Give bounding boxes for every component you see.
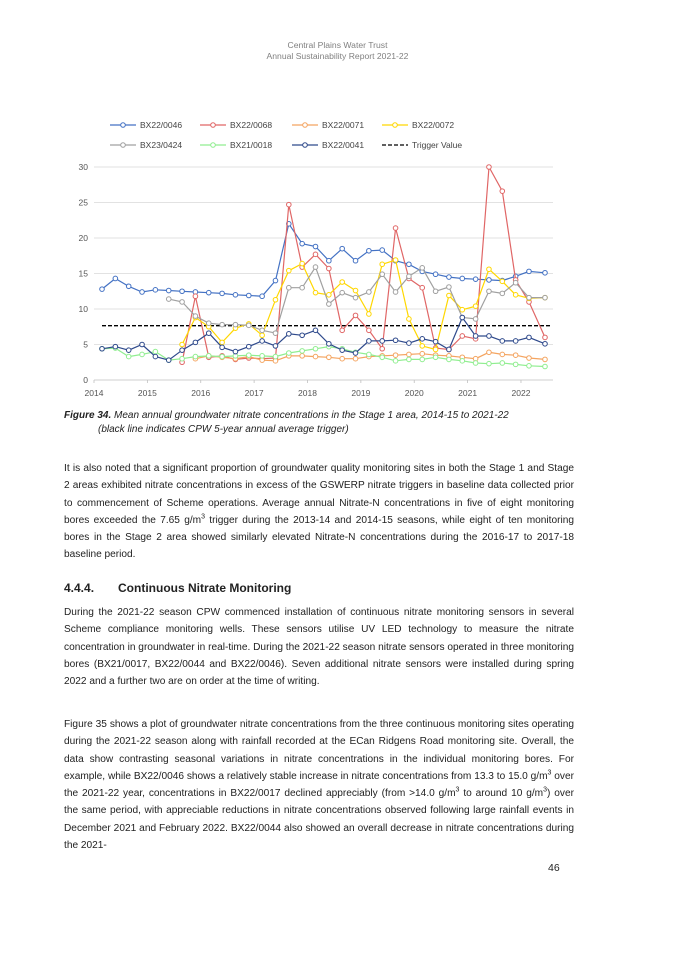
section-heading [64,581,291,595]
data-point [273,344,278,349]
data-point [100,346,105,351]
data-point [300,349,305,354]
data-point [353,288,358,293]
data-point [260,333,265,338]
data-point [206,331,211,336]
superscript: 3 [201,513,205,521]
data-point [447,293,452,298]
legend-marker [211,123,216,128]
data-point [300,285,305,290]
paragraph-baseline-text-a: It is also noted that a significant proportion of groundwater quality monitoring sites in both the Stage 1 and Stage 2 areas exhibited nitrate concentrations in excess of the GSWERP nitrate triggers in baseline data collected prior to commencement of Scheme operations. Average annual Nitrate-N concentrations in five of eight monitoring bores exceeded the 7.65 g/m [64,463,574,526]
data-point [327,258,332,263]
data-point [166,297,171,302]
data-point [380,272,385,277]
data-point [180,348,185,353]
data-point [140,352,145,357]
legend-marker [211,143,216,148]
data-point [353,313,358,318]
x-tick-label: 2021 [458,388,478,398]
superscript: 3 [547,769,552,777]
data-point [513,339,518,344]
data-point [313,252,318,257]
y-tick-label: 10 [78,304,88,314]
data-point [153,354,158,359]
legend-label: BX22/0072 [412,120,455,130]
legend-marker [303,123,308,128]
legend-label: BX21/0018 [230,140,273,150]
data-point [340,290,345,295]
data-point [543,335,548,340]
data-point [513,293,518,298]
superscript: 3 [543,786,548,794]
data-point [273,278,278,283]
data-point [287,268,292,273]
data-point [340,356,345,361]
data-point [500,291,505,296]
data-point [260,354,265,359]
data-point [393,226,398,231]
data-point [327,302,332,307]
x-tick-label: 2022 [511,388,531,398]
data-point [487,278,492,283]
data-point [206,290,211,295]
data-point [300,354,305,359]
data-point [543,357,548,362]
data-point [447,357,452,362]
x-tick-label: 2015 [137,388,157,398]
data-point [460,334,465,339]
data-point [180,289,185,294]
paragraph-figure35 [64,716,574,854]
nitrate-chart [55,112,565,407]
data-point [380,355,385,360]
data-point [433,339,438,344]
page-number: 46 [548,862,560,874]
data-point [113,276,118,281]
data-point [367,290,372,295]
data-point [193,314,198,319]
data-point [260,294,265,299]
data-point [246,353,251,358]
data-point [126,284,131,289]
data-point [487,350,492,355]
legend-marker [121,143,126,148]
data-point [407,274,412,279]
data-point [353,258,358,263]
data-point [260,328,265,333]
data-point [543,295,548,300]
data-point [353,351,358,356]
y-tick-label: 25 [78,197,88,208]
data-point [500,361,505,366]
data-point [273,331,278,336]
page-header [0,40,675,62]
data-point [420,357,425,362]
paragraph-figure35-text-c: to around 10 g/m [459,788,544,800]
data-point [353,356,358,361]
data-point [407,317,412,322]
data-point [487,267,492,272]
data-point [220,291,225,296]
data-point [340,328,345,333]
data-point [393,258,398,263]
paragraph-baseline [64,460,574,564]
data-point [140,290,145,295]
data-point [367,328,372,333]
data-point [420,351,425,356]
figure-label: Figure 34. [64,410,112,421]
series-line-bx22-0041 [102,318,545,361]
data-point [473,334,478,339]
x-tick-label: 2019 [351,388,371,398]
data-point [166,288,171,293]
caption-line2: (black line indicates CPW 5-year annual average trigger) [98,424,349,435]
data-point [100,287,105,292]
data-point [313,354,318,359]
data-point [340,348,345,353]
data-point [500,279,505,284]
x-tick-label: 2020 [404,388,424,398]
data-point [166,358,171,363]
data-point [393,353,398,358]
data-point [473,361,478,366]
y-tick-label: 30 [78,162,88,172]
data-point [447,347,452,352]
data-point [233,293,238,298]
legend-marker [393,123,398,128]
series-line-bx22-0046 [102,224,545,296]
data-point [233,349,238,354]
data-point [287,285,292,290]
legend-label: BX22/0068 [230,120,273,130]
data-point [367,339,372,344]
data-point [487,165,492,170]
y-tick-label: 5 [83,339,88,350]
data-point [393,359,398,364]
data-point [380,262,385,267]
data-point [233,322,238,327]
data-point [340,246,345,251]
data-point [220,345,225,350]
legend-label: BX22/0046 [140,120,183,130]
data-point [153,288,158,293]
data-point [460,359,465,364]
data-point [126,354,131,359]
data-point [407,341,412,346]
data-point [527,295,532,300]
data-point [246,344,251,349]
data-point [246,293,251,298]
data-point [473,317,478,322]
data-point [500,189,505,194]
data-point [393,338,398,343]
legend-marker [303,143,308,148]
paragraph-baseline-text-b: trigger during the 2013-14 and 2014-15 seasons, while eight of ten monitoring bores in the Stage 2 area showed similarly elevated Nitrate-N concentrations during the 2016-17 to 2017-18 baseline period. [64,514,574,561]
caption-line1: Mean annual groundwater nitrate concentrations in the Stage 1 area, 2014-15 to 2021-22 [111,410,509,421]
data-point [420,337,425,342]
data-point [420,344,425,349]
data-point [287,202,292,207]
y-tick-label: 15 [78,268,88,279]
data-point [527,335,532,340]
data-point [513,362,518,367]
data-point [543,364,548,369]
data-point [420,266,425,271]
nitrate-chart-svg [55,112,565,407]
figure-caption [64,409,624,437]
data-point [313,328,318,333]
data-point [433,289,438,294]
data-point [220,322,225,327]
x-tick-label: 2014 [84,388,104,398]
data-point [140,342,145,347]
data-point [513,353,518,358]
data-point [220,340,225,345]
data-point [180,300,185,305]
data-point [287,332,292,337]
data-point [300,333,305,338]
data-point [353,295,358,300]
paragraph-figure35-text-b: over the 2021-22 year, concentrations in BX22/0017 declined appreciably (from >14.0 g/m [64,770,574,800]
legend-label: BX22/0041 [322,140,365,150]
data-point [313,346,318,351]
x-tick-label: 2016 [191,388,211,398]
data-point [273,354,278,359]
series-line-bx22-0068 [182,167,545,362]
data-point [260,339,265,344]
data-point [327,266,332,271]
data-point [527,364,532,369]
data-point [206,321,211,326]
data-point [380,248,385,253]
legend-label: Trigger Value [412,140,463,150]
data-point [180,342,185,347]
data-point [327,293,332,298]
y-tick-label: 0 [83,375,88,385]
data-point [367,312,372,317]
data-point [407,262,412,267]
data-point [433,355,438,360]
data-point [473,304,478,309]
data-point [433,272,438,277]
x-tick-label: 2017 [244,388,264,398]
data-point [180,356,185,361]
paragraph-figure35-text-a: Figure 35 shows a plot of groundwater nitrate concentrations from the three continuous monitoring sites operating during the 2021-22 season along with rainfall recorded at the ECan Ridgens Road monitoring site. Overall, the data show contrasting seasonal variations in nitrate concentrations in the individual monitoring bores. For example, while BX22/0046 shows a relatively stable increase in nitrate concentrations from 13.3 to 15.0 g/m [64,719,574,782]
data-point [527,269,532,274]
data-point [543,341,548,346]
data-point [153,349,158,354]
header-report-title: Annual Sustainability Report 2021-22 [266,51,409,61]
legend-label: BX22/0071 [322,120,365,130]
data-point [367,248,372,253]
data-point [313,290,318,295]
data-point [380,339,385,344]
data-point [487,334,492,339]
data-point [273,297,278,302]
data-point [460,276,465,281]
data-point [287,351,292,356]
data-point [420,285,425,290]
data-point [447,275,452,280]
data-point [206,354,211,359]
data-point [527,356,532,361]
data-point [407,352,412,357]
data-point [193,340,198,345]
data-point [113,344,118,349]
data-point [487,289,492,294]
data-point [193,354,198,359]
data-point [543,270,548,275]
data-point [500,339,505,344]
data-point [246,323,251,328]
data-point [193,294,198,299]
data-point [300,261,305,266]
data-point [487,361,492,366]
section-number: 4.4.4. [64,581,95,595]
legend-marker [121,123,126,128]
header-org: Central Plains Water Trust [287,40,388,50]
x-tick-label: 2018 [298,388,317,398]
data-point [327,355,332,360]
data-point [500,352,505,357]
data-point [380,346,385,351]
y-tick-label: 20 [78,233,88,243]
paragraph-continuous: During the 2021-22 season CPW commenced installation of continuous nitrate monitoring sensors in several Scheme compliance monitoring wells. These sensors utilise UV LED technology to measure the nitrate concentration in groundwater in real-time. During the 2021-22 season nitrate sensors operated in three monitoring bores (BX21/0017, BX22/0044 and BX22/0046). Seven additional nitrate sensors were installed during spring 2022 and a further two are on order at the time of writing. [64,607,574,688]
data-point [407,357,412,362]
data-point [126,348,131,353]
data-point [460,315,465,320]
data-point [340,280,345,285]
data-point [300,241,305,246]
data-point [460,307,465,312]
legend-label: BX23/0424 [140,140,183,150]
data-point [473,277,478,282]
data-point [367,352,372,357]
data-point [313,244,318,249]
data-point [513,280,518,285]
paragraph-figure35-text-d: ) over the same period, with appreciable reductions in nitrate concentrations observed following large rainfall events in December 2021 and February 2022. BX22/0044 also showed an overall decrease in nitrate concentrations during the 2021- [64,788,574,852]
data-point [393,290,398,295]
data-point [447,285,452,290]
superscript: 3 [455,786,460,794]
section-title: Continuous Nitrate Monitoring [118,581,292,595]
data-point [313,265,318,270]
data-point [220,354,225,359]
data-point [433,347,438,352]
data-point [327,341,332,346]
